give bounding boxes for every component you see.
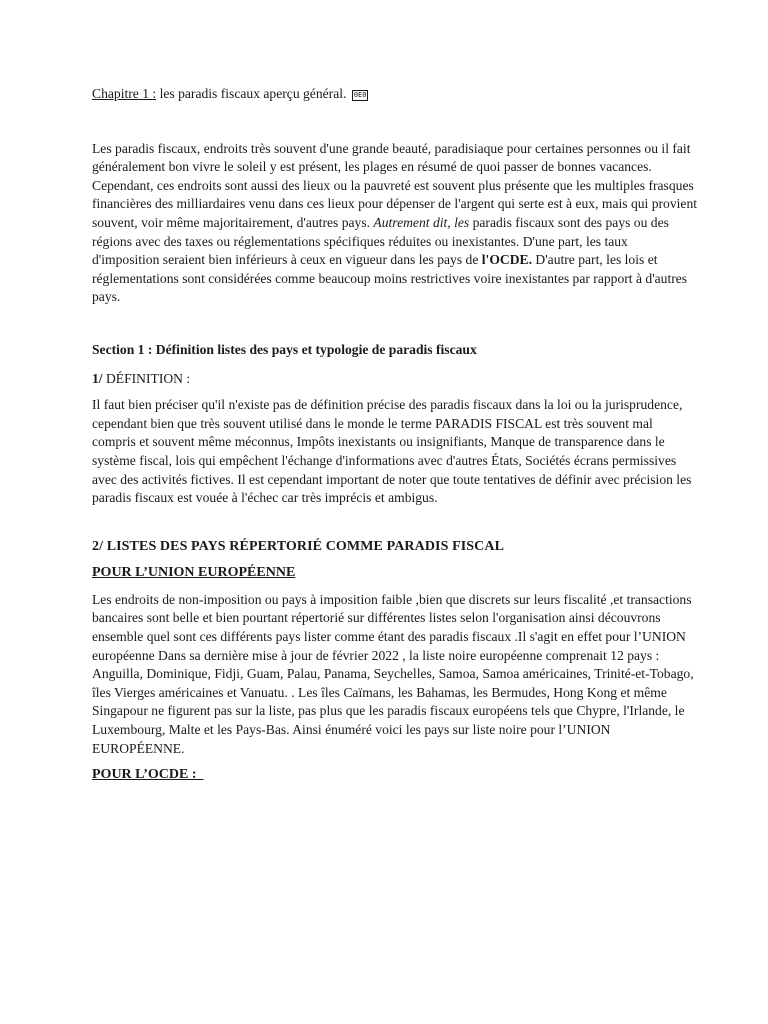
intro-paragraph	[92, 140, 698, 307]
ue-paragraph: Les endroits de non-imposition ou pays à imposition faible ,bien que discrets sur leurs fiscalité ,et transactions bancaires sont belle et bien pourtant répertorié sur différentes listes selon l'organisation ainsi découvrons ensemble quel sont ces différents pays lister comme étant des paradis fiscaux .Il s'agit en effet pour l’UNION européenne Dans sa dernière mise à jour de février 2022 , la liste noire européenne comprenait 12 pays : Anguilla, Dominique, Fidji, Guam, Palau, Panama, Seychelles, Samoa, Samoa américaines, Trinité-et-Tobago, îles Vierges américaines et Vanuatu. . Les îles Caïmans, les Bahamas, les Bermudes, Hong Kong et même Singapour ne figurent pas sur la liste, pas plus que les paradis fiscaux européens tels que Chypre, l'Irlande, le Luxembourg, Malte et les Pays-Bas. Ainsi énuméré voici les pays sur liste noire pour l’UNION EUROPÉENNE.	[92, 591, 694, 756]
listes-heading: 2/ LISTES DES PAYS RÉPERTORIÉ COMME PARADIS FISCAL	[92, 538, 505, 554]
control-char-glyph: 0E0	[353, 91, 367, 99]
intro-text-1: Les paradis fiscaux, endroits très souvent d'une grande beauté, paradisiaque pour certaines personnes ou il fait généralement bon vivre le soleil y est présent, les plages en résumé de quoi passer de bonnes vacances. Cependant, ces endroits sont aussi des lieux ou la pauvreté est souvent plus présente que les multiples frasques financières des milliardaires venu dans ces lieux pour dépenser de l'argent qui serte est à eux, mais qui provient souvent, voir même majoritairement, d'autres pays.	[92, 140, 698, 230]
intro-italic: Autrement dit, les	[373, 214, 470, 230]
chapter-label: Chapitre 1 :	[92, 86, 157, 101]
chapter-title: les paradis fiscaux aperçu général.	[156, 86, 350, 101]
ocde-heading: POUR L’OCDE :	[92, 767, 204, 783]
intro-text-3: D'autre part, les lois et réglementations sont considérées comme beaucoup moins restrictives voire inexistantes par rapport à d'autres pays.	[92, 252, 688, 305]
definition-number: 1/	[92, 370, 103, 386]
section-1-title: Section 1 : Définition listes des pays et typologie de paradis fiscaux	[92, 341, 477, 357]
intro-text-2: paradis fiscaux sont des pays ou des régions avec des taxes ou réglementations spécifiques réduites ou inexistantes. D'une part, les taux d'imposition seraient bien inférieurs à ceux en vigueur dans les pays de	[92, 214, 669, 268]
definition-heading	[92, 370, 698, 389]
definition-paragraph: Il faut bien préciser qu'il n'existe pas de définition précise des paradis fiscaux dans la loi ou la jurisprudence, cependant bien que très souvent utilisé dans le monde le terme PARADIS FISCAL est très souvent mal compris et souvent même méconnus, Impôts inexistants ou insignifiants, Manque de transparence dans le système fiscal, lois qui empêchent l'échange d'informations avec d'autres États, Sociétés écrans permissives avec des activités fictives. Il est cependant important de noter que toute tentatives de définir avec précision les paradis fiscaux est vouée à l'échec car très imprécis et ambigus.	[92, 397, 692, 506]
chapter-heading	[92, 85, 698, 104]
definition-heading-text: DÉFINITION :	[102, 370, 191, 386]
intro-bold-ocde: l'OCDE.	[481, 252, 532, 268]
ue-heading: POUR L’UNION EUROPÉENNE	[92, 565, 296, 581]
